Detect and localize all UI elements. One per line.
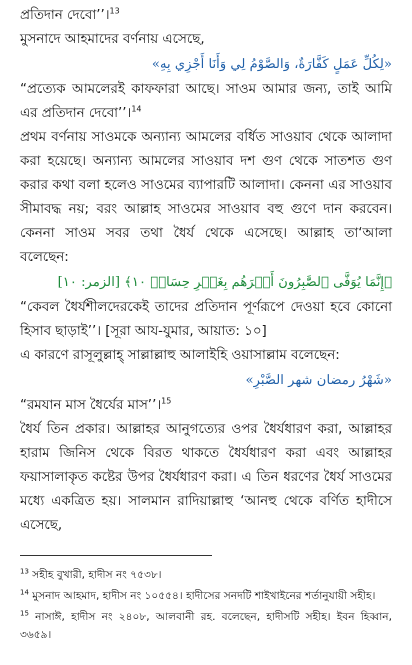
footnote-number: 14 xyxy=(20,588,29,597)
arabic-hadith-1: «لِكُلِّ عَمَلٍ كَفَّارَةٌ، وَالصَّوْمُ لِي وَأَنَا أَجْزِي بِهِ» xyxy=(151,57,392,72)
paragraph-hadith-1-translation xyxy=(20,78,392,126)
footnote-ref-14[interactable]: 14 xyxy=(131,104,142,114)
text-prev-end: প্রতিদান দেবো’’। xyxy=(20,8,110,23)
paragraph-line-1 xyxy=(20,4,392,28)
footnote-text: সহীহ বুখারী, হাদীস নং ৭৫৩৮। xyxy=(32,569,162,581)
footnote-ref-13[interactable]: 13 xyxy=(109,6,120,16)
footnote-15 xyxy=(20,608,392,644)
paragraph-musnad-intro: মুসনাদে আহমাদের বর্ণনায় এসেছে, xyxy=(20,32,205,47)
footnote-number: 13 xyxy=(20,567,29,576)
footnote-13 xyxy=(20,566,392,584)
hadith-1-translation-text: “প্রত্যেক আমলেরই কাফফারা আছে। সাওম আমার জন্য, তাই আমি এর প্রতিদান দেবো’’। xyxy=(20,82,392,121)
footnote-text: নাসাঈ, হাদীস নং ২৪০৮, আলবানী রহ. বলেছেন, হাদীসটি সহীহ। ইবন হিব্বান, ৩৬৫৯। xyxy=(20,611,392,641)
paragraph-ramadan-patience xyxy=(20,394,392,418)
paragraph-verse-translation: “কেবল ধৈর্যশীলদেরকেই তাদের প্রতিদান পূর্ণরূপে দেওয়া হবে কোনো হিসাব ছাড়াই’’। [সূরা আয-যুমার, আয়াত: ১০] xyxy=(20,300,392,339)
arabic-hadith-2: «شَهْرُ رمضان شهر الصَّبْرِ» xyxy=(245,373,392,388)
paragraph-explanation: প্রথম বর্ণনায় সাওমকে অন্যান্য আমলের বর্ধিত সাওয়াব থেকে আলাদা করা হয়েছে। অন্যান্য আমলের সাওয়াব দশ গুণ থেকে সাতশত গুণ করার কথা বলা হলেও সাওমের ব্যাপারটি আলাদা। কেননা এর সাওয়াব সীমাবদ্ধ নয়; বরং আল্লাহ সাওমের সাওয়াব বহু গুণে দান করবেন। কেননা সাওম সবর তথা ধৈর্য থেকে এসেছে। আল্লাহ তা‘আলা বলেছেন: xyxy=(20,130,392,265)
ramadan-patience-text: “রমযান মাস ধৈর্যের মাস’’। xyxy=(20,398,162,413)
footnote-text: মুসনাদ আহমাদ, হাদীস নং ১০৫৫৪। হাদীসের সনদটি শাইখাইনের শর্তানুযায়ী সহীহ। xyxy=(32,590,376,602)
footnote-number: 15 xyxy=(20,609,29,618)
footnote-14 xyxy=(20,587,392,605)
paragraph-patience-types: ধৈর্য তিন প্রকার। আল্লাহর আনুগত্যের ওপর ধৈর্যধারণ করা, আল্লাহর হারাম জিনিস থেকে বিরত থাকতে ধৈর্যধারণ করা এবং আল্লাহর ফয়াসালাকৃত কষ্টের উপর ধৈর্যধারণ করা। এ তিন ধরণের ধৈর্য সাওমের মধ্যে একত্রিত হয়। সালমান রাদিয়াল্লাহু ‘আনহু থেকে বর্ণিত হাদীসে এসেছে, xyxy=(20,422,392,533)
footnote-ref-15[interactable]: 15 xyxy=(161,396,172,406)
arabic-quran-verse: ﴿إِنَّمَا يُوَفَّى ٱلصَّٰبِرُونَ أَجۡرَهُم بِغَيۡرِ حِسَابٖ ١٠﴾ [الزمر: ١٠] xyxy=(57,275,392,290)
paragraph-prophet-said: এ কারণে রাসূলুল্লাহ্‌ সাল্লাল্লাহু আলাইহি ওয়াসাল্লাম বলেছেন: xyxy=(20,348,340,363)
footnote-divider xyxy=(20,555,212,556)
